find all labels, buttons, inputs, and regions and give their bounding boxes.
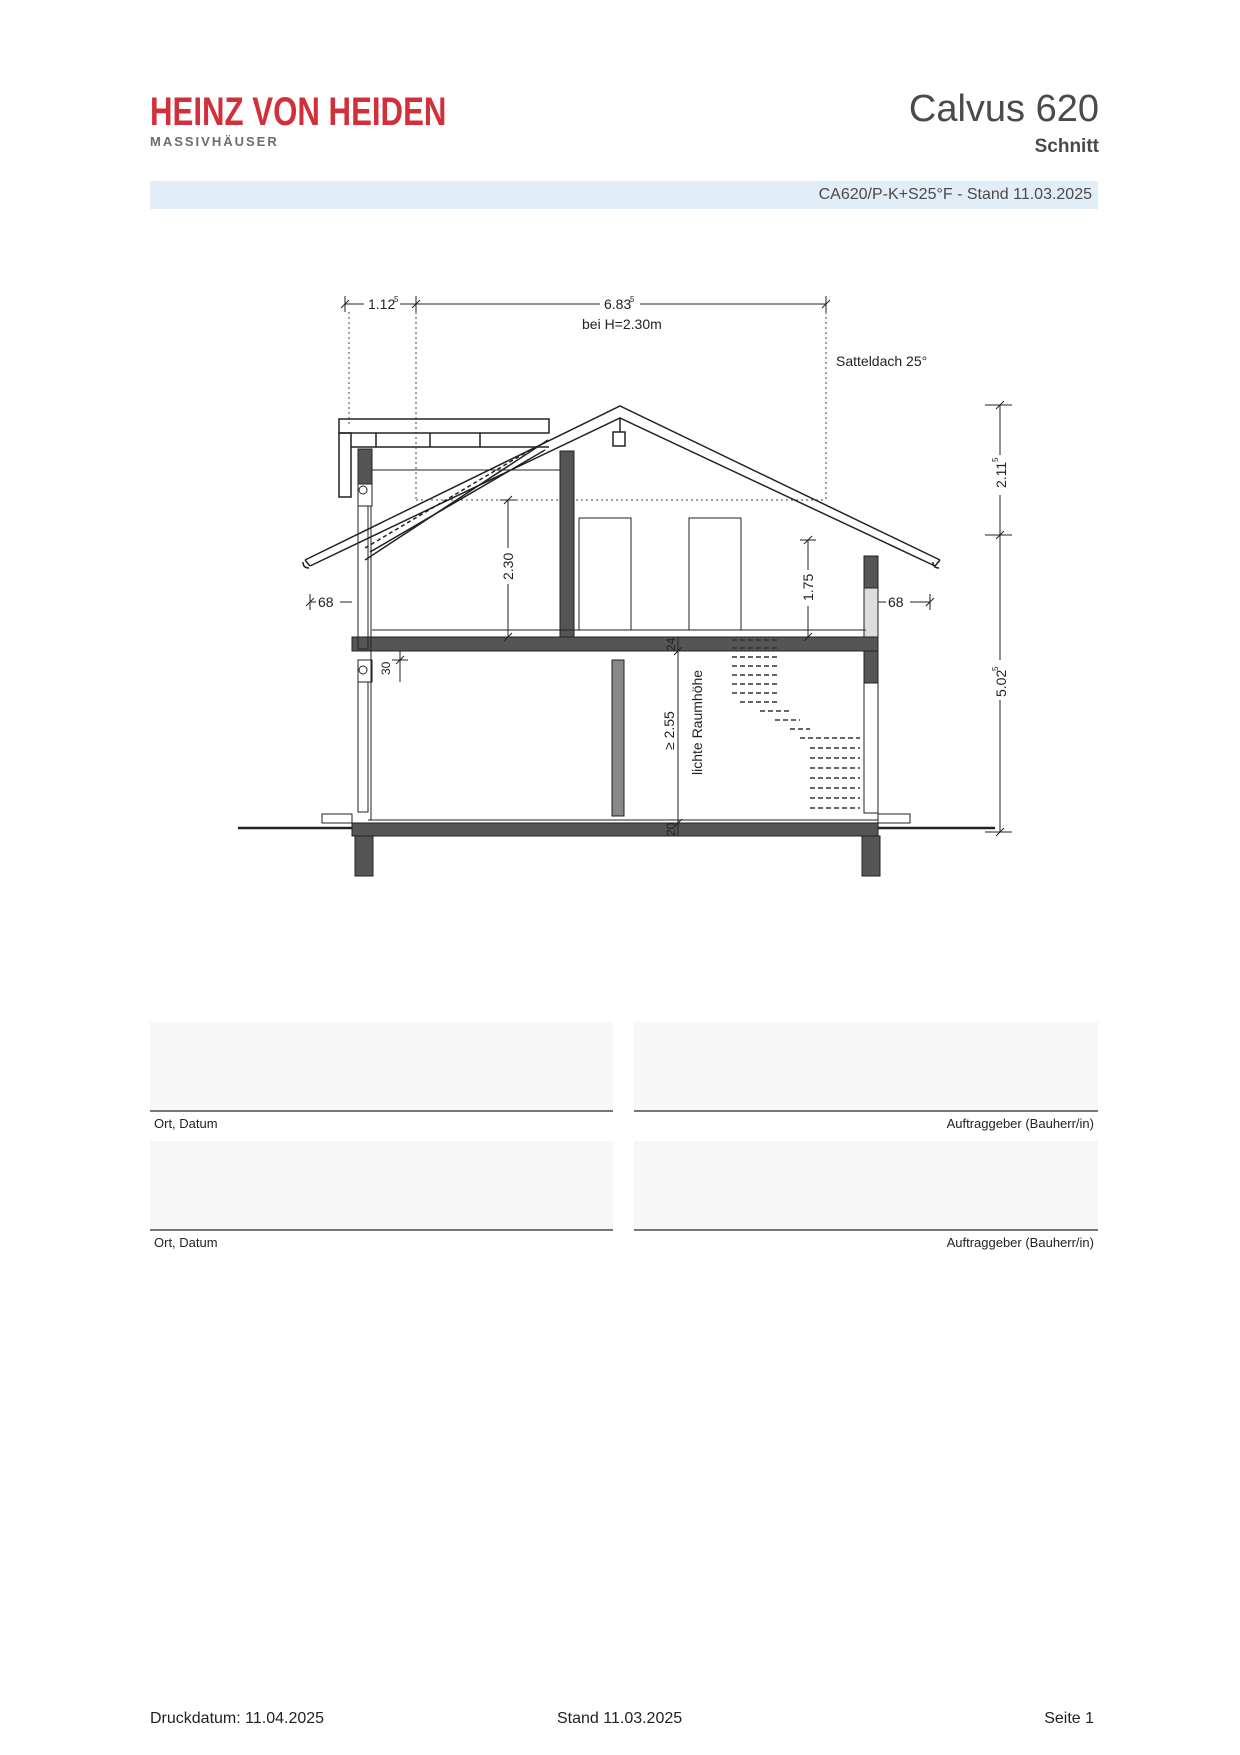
dim-overhang-sup: 5 [394, 295, 399, 304]
signature-line-1-left [150, 1110, 613, 1112]
dim-255: ≥ 2.55 [661, 711, 677, 750]
dim-total-height-sup: 5 [991, 666, 1000, 671]
roof [303, 406, 940, 568]
dim-175: 1.75 [800, 573, 816, 601]
signature-place-date-box-2[interactable] [150, 1141, 613, 1229]
document-title: Calvus 620 [908, 88, 1099, 130]
signature-line-1-right [634, 1110, 1098, 1112]
client-label-2: Auftraggeber (Bauherr/in) [946, 1235, 1094, 1250]
dimension-top [341, 296, 830, 312]
dim-24: 24 [664, 637, 678, 651]
dim-20: 20 [664, 822, 678, 836]
client-label-1: Auftraggeber (Bauherr/in) [946, 1116, 1094, 1131]
footer-page-number: Seite 1 [1044, 1710, 1094, 1727]
dim-68-right: 68 [888, 594, 904, 610]
place-date-label-1: Ort, Datum [154, 1116, 218, 1131]
signature-line-2-right [634, 1229, 1098, 1231]
structure [352, 449, 880, 876]
place-date-label-2: Ort, Datum [154, 1235, 218, 1250]
signature-client-box-1[interactable] [634, 1022, 1098, 1110]
dim-30: 30 [379, 661, 393, 675]
signature-client-box-2[interactable] [634, 1141, 1098, 1229]
footer-print-date: Druckdatum: 11.04.2025 [150, 1710, 325, 1727]
dim-68-left: 68 [318, 594, 334, 610]
staircase [732, 640, 860, 808]
roof-label: Satteldach 25° [836, 353, 928, 369]
dim-width-sup: 5 [630, 295, 635, 304]
dim-ridge: 2.11 [993, 461, 1009, 488]
dim-230: 2.30 [500, 552, 516, 580]
dim-width: 6.83 [604, 296, 632, 312]
signature-place-date-box-1[interactable] [150, 1022, 613, 1110]
reference-text: CA620/P-K+S25°F - Stand 11.03.2025 [818, 186, 1092, 203]
dim-overhang: 1.12 [368, 296, 396, 312]
footer-stand: Stand 11.03.2025 [557, 1710, 683, 1727]
signature-line-2-left [150, 1229, 613, 1231]
dim-lichte: lichte Raumhöhe [689, 669, 705, 775]
logo-sub-text: MASSIVHÄUSER [150, 134, 279, 149]
dim-total-height: 5.02 [993, 669, 1009, 697]
document-subtitle: Schnitt [1034, 136, 1099, 157]
logo-main-text: HEINZ VON HEIDEN [150, 90, 447, 134]
dim-ridge-sup: 5 [991, 457, 1000, 462]
dim-width-note: bei H=2.30m [582, 316, 662, 332]
